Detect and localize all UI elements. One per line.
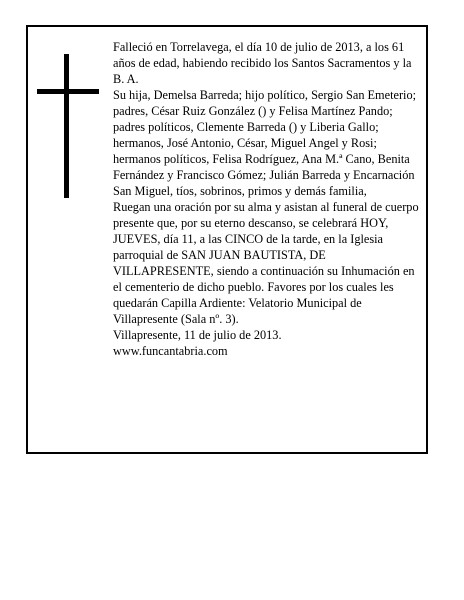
cross-vertical-bar — [64, 54, 69, 198]
cross-horizontal-bar — [37, 89, 99, 94]
obituary-text — [113, 39, 423, 359]
death-announcement: Falleció en Torrelavega, el día 10 de julio de 2013, a los 61 años de edad, habiendo recibido los Santos Sacramentos y la B. A. — [113, 40, 412, 86]
family-list: Su hija, Demelsa Barreda; hijo político, Sergio San Emeterio; padres, César Ruiz González () y Felisa Martínez Pando; padres políticos, Clemente Barreda () y Liberia Gallo; hermanos, José Antonio, César, Miguel Angel y Rosi; hermanos políticos, Felisa Rodríguez, Ana M.ª Cano, Benita Fernández y Francisco Gómez; Julián Barreda y Encarnación San Miguel, tíos, sobrinos, primos y demás familia, — [113, 88, 417, 198]
latin-cross-icon — [37, 54, 99, 198]
funeral-details: Ruegan una oración por su alma y asistan al funeral de cuerpo presente que, por su eterno descanso, se celebrará HOY, JUEVES, día 11, a las CINCO de la tarde, en la Iglesia parroquial de SAN JUAN BAUTISTA, DE VILLAPRESENTE, siendo a continuación su Inhumación en el cementerio de dicho pueblo. Favores por los cuales les quedarán Capilla Ardiente: Velatorio Municipal de Villapresente (Sala nº. 3). — [113, 200, 419, 326]
place-date-line: Villapresente, 11 de julio de 2013. — [113, 328, 282, 342]
website-line: www.funcantabria.com — [113, 344, 228, 358]
